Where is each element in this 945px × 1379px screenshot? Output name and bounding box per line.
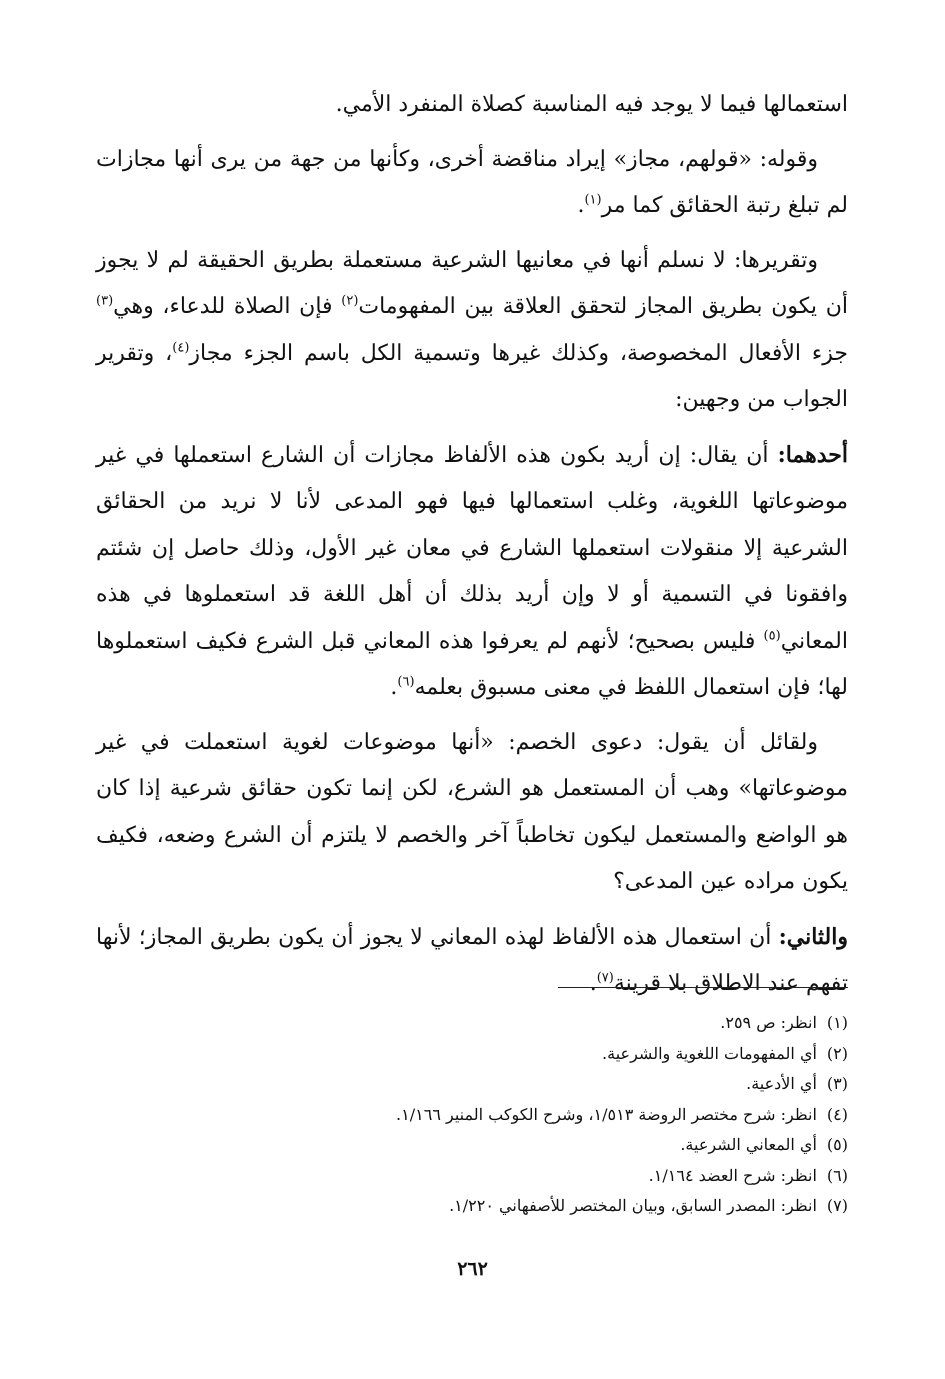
paragraph-4-part-b: فليس بصحيح؛ لأنهم لم يعرفوا هذه المعاني قبل الشرع فكيف استعملوها لها؛ فإن استعمال اللفظ في معنى مسبوق بعلمه — [96, 628, 848, 700]
paragraph-6 — [96, 914, 848, 1008]
footnote-ref-5[interactable]: (٥) — [763, 628, 781, 644]
paragraph-1 — [96, 82, 848, 129]
footnote-3 — [96, 1069, 848, 1100]
footnote-text: انظر: شرح مختصر الروضة ١/٥١٣، وشرح الكوكب المنير ١/١٦٦. — [396, 1104, 817, 1124]
footnote-divider — [558, 987, 848, 988]
main-text — [96, 82, 848, 1016]
paragraph-6-lead: والثاني: — [778, 923, 848, 950]
footnote-ref-2[interactable]: (٢) — [341, 293, 359, 309]
footnote-2 — [96, 1039, 848, 1070]
page-number: ٢٦٢ — [457, 1258, 488, 1280]
footnote-text: أي المعاني الشرعية. — [680, 1135, 817, 1154]
paragraph-4-lead: أحدهما: — [777, 441, 848, 468]
footnote-text: أي المفهومات اللغوية والشرعية. — [602, 1043, 817, 1063]
paragraph-2 — [96, 137, 848, 230]
footnote-ref-6[interactable]: (٦) — [397, 674, 415, 690]
footnote-ref-7[interactable]: (٧) — [596, 970, 614, 986]
footnote-7 — [96, 1191, 848, 1222]
paragraph-3-part-b: فإن الصلاة للدعاء، وهي — [113, 294, 342, 319]
footnote-text: أي الأدعية. — [746, 1074, 817, 1093]
footnote-ref-1[interactable]: (١) — [584, 192, 602, 208]
paragraph-3 — [96, 238, 848, 424]
footnote-number: (١) — [826, 1013, 848, 1032]
footnotes-list — [96, 1008, 848, 1222]
footnote-number: (٧) — [826, 1196, 848, 1215]
footnote-number: (٤) — [826, 1104, 848, 1124]
paragraph-2-text: وقوله: «قولهم، مجاز» إيراد مناقضة أخرى، وكأنها من جهة من يرى أنها مجازات لم تبلغ رتبة الحقائق كما مر — [96, 146, 848, 218]
paragraph-3-part-d: ، وتقرير الجواب من وجهين: — [96, 340, 848, 412]
paragraph-4-end: . — [390, 675, 398, 700]
footnote-1 — [96, 1008, 848, 1039]
footnote-number: (٣) — [826, 1074, 848, 1093]
footnote-number: (٦) — [826, 1165, 848, 1185]
footnote-number: (٢) — [826, 1043, 848, 1063]
paragraph-6-part-a: أن استعمال هذه الألفاظ لهذه المعاني لا يجوز أن يكون بطريق المجاز؛ لأنها تفهم عند الاطلاق بلا قرينة — [96, 924, 848, 996]
paragraph-5-text: ولقائل أن يقول: دعوى الخصم: «أنها موضوعات لغوية استعملت في غير موضوعاتها» وهب أن المستعمل هو الشرع، لكن إنما تكون حقائق شرعية إذا كان هو الواضع والمستعمل ليكون تخاطباً آخر والخصم لا يلتزم أن الشرع وضعه، فكيف يكون مراده عين المدعى؟ — [96, 729, 848, 894]
footnote-ref-3[interactable]: (٣) — [96, 293, 114, 309]
footnote-5 — [96, 1130, 848, 1161]
footnote-text: انظر: ص ٢٥٩. — [720, 1013, 817, 1032]
footnote-ref-4[interactable]: (٤) — [172, 340, 190, 356]
paragraph-4-part-a: أن يقال: إن أريد بكون هذه الألفاظ مجازات أن الشارع استعملها في غير موضوعاتها اللغوية، وغلب استعمالها فيها فهو المدعى لأنا لا نريد من الحقائق الشرعية إلا منقولات استعملها الشارع في معان غير الأول، وذلك حاصل إن شئتم وافقونا في التسمية أو لا وإن أريد بذلك أن أهل اللغة قد استعملوها في هذه المعاني — [96, 442, 848, 654]
footnote-text: انظر: المصدر السابق، وبيان المختصر للأصفهاني ١/٢٢٠. — [449, 1196, 817, 1215]
footnote-text: انظر: شرح العضد ١/١٦٤. — [648, 1165, 817, 1185]
footnote-4 — [96, 1100, 848, 1131]
footnote-6 — [96, 1161, 848, 1192]
paragraph-4 — [96, 432, 848, 712]
footnote-number: (٥) — [826, 1135, 848, 1154]
paragraph-5 — [96, 720, 848, 906]
paragraph-3-part-c: جزء الأفعال المخصوصة، وكذلك غيرها وتسمية الكل باسم الجزء مجاز — [189, 340, 848, 366]
paragraph-3-part-a: وتقريرها: لا نسلم أنها في معانيها الشرعية مستعملة بطريق الحقيقة لم لا يجوز أن يكون بطريق المجاز لتحقق العلاقة بين المفهومات — [96, 247, 848, 319]
paragraph-6-end: . — [589, 971, 597, 996]
paragraph-1-text: استعمالها فيما لا يوجد فيه المناسبة كصلاة المنفرد الأمي. — [335, 92, 848, 117]
paragraph-2-end: . — [577, 193, 585, 218]
